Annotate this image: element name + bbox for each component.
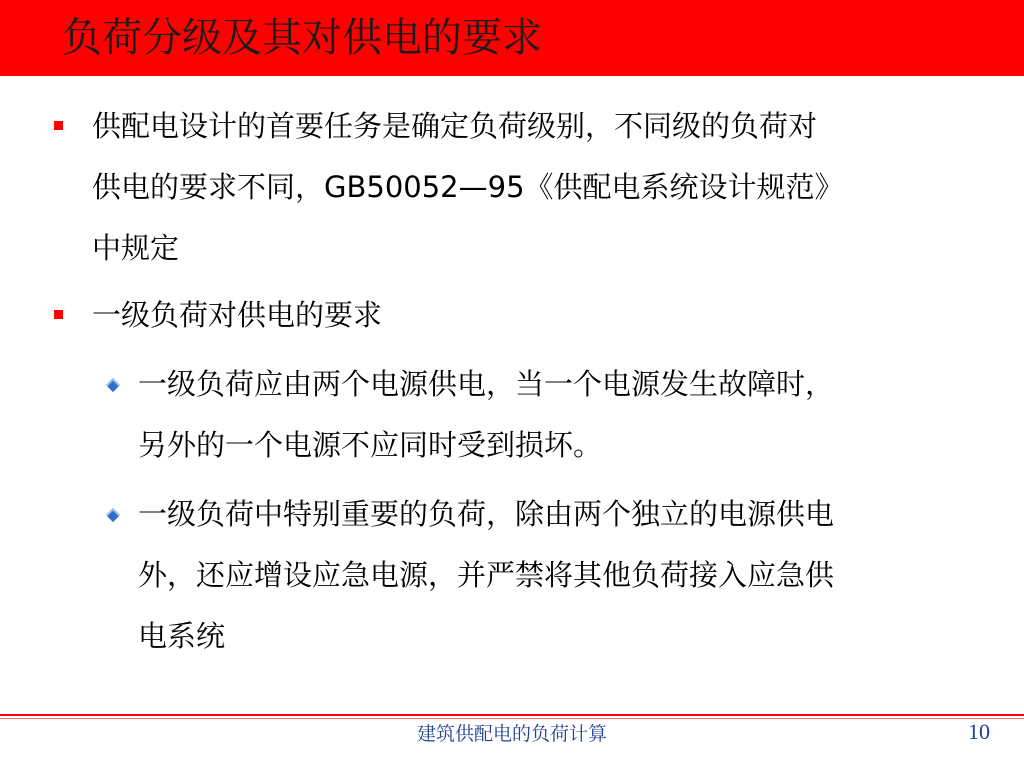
sub-bullet-item-2 [0, 484, 968, 667]
footer-divider-secondary [0, 718, 1024, 719]
footer-divider [0, 714, 1024, 716]
blue-diamond-bullet-icon [106, 378, 120, 392]
bullet-item-1-line-2: 供电的要求不同，GB50052—95《供配电系统设计规范》 [92, 170, 844, 204]
slide-content [0, 96, 1024, 667]
bullet-item-2 [0, 285, 962, 346]
red-square-bullet-icon [54, 310, 63, 319]
sub-bullet-item-2-line-3: 电系统 [138, 619, 226, 653]
footer-title: 建筑供配电的负荷计算 [416, 723, 607, 745]
sub-bullet-item-2-line-1: 一级负荷中特别重要的负荷，除由两个独立的电源供电 [138, 497, 835, 531]
sub-bullet-item-2-line-2: 外，还应增设应急电源，并严禁将其他负荷接入应急供 [138, 558, 835, 592]
red-square-bullet-icon [54, 121, 63, 130]
title-bar [0, 0, 1024, 76]
bullet-item-2-line-1: 一级负荷对供电的要求 [92, 298, 383, 332]
bullet-item-1 [0, 96, 962, 279]
sub-bullet-item-1 [0, 354, 968, 476]
slide-title: 负荷分级及其对供电的要求 [62, 15, 542, 61]
sub-bullet-item-1-line-1: 一级负荷应由两个电源供电，当一个电源发生故障时， [138, 367, 835, 401]
bullet-item-1-line-1: 供配电设计的首要任务是确定负荷级别，不同级的负荷对 [92, 109, 818, 143]
page-number: 10 [968, 719, 990, 744]
bullet-item-1-line-3: 中规定 [92, 231, 180, 265]
sub-bullet-item-1-line-2: 另外的一个电源不应同时受到损坏。 [138, 428, 603, 462]
blue-diamond-bullet-icon [106, 508, 120, 522]
